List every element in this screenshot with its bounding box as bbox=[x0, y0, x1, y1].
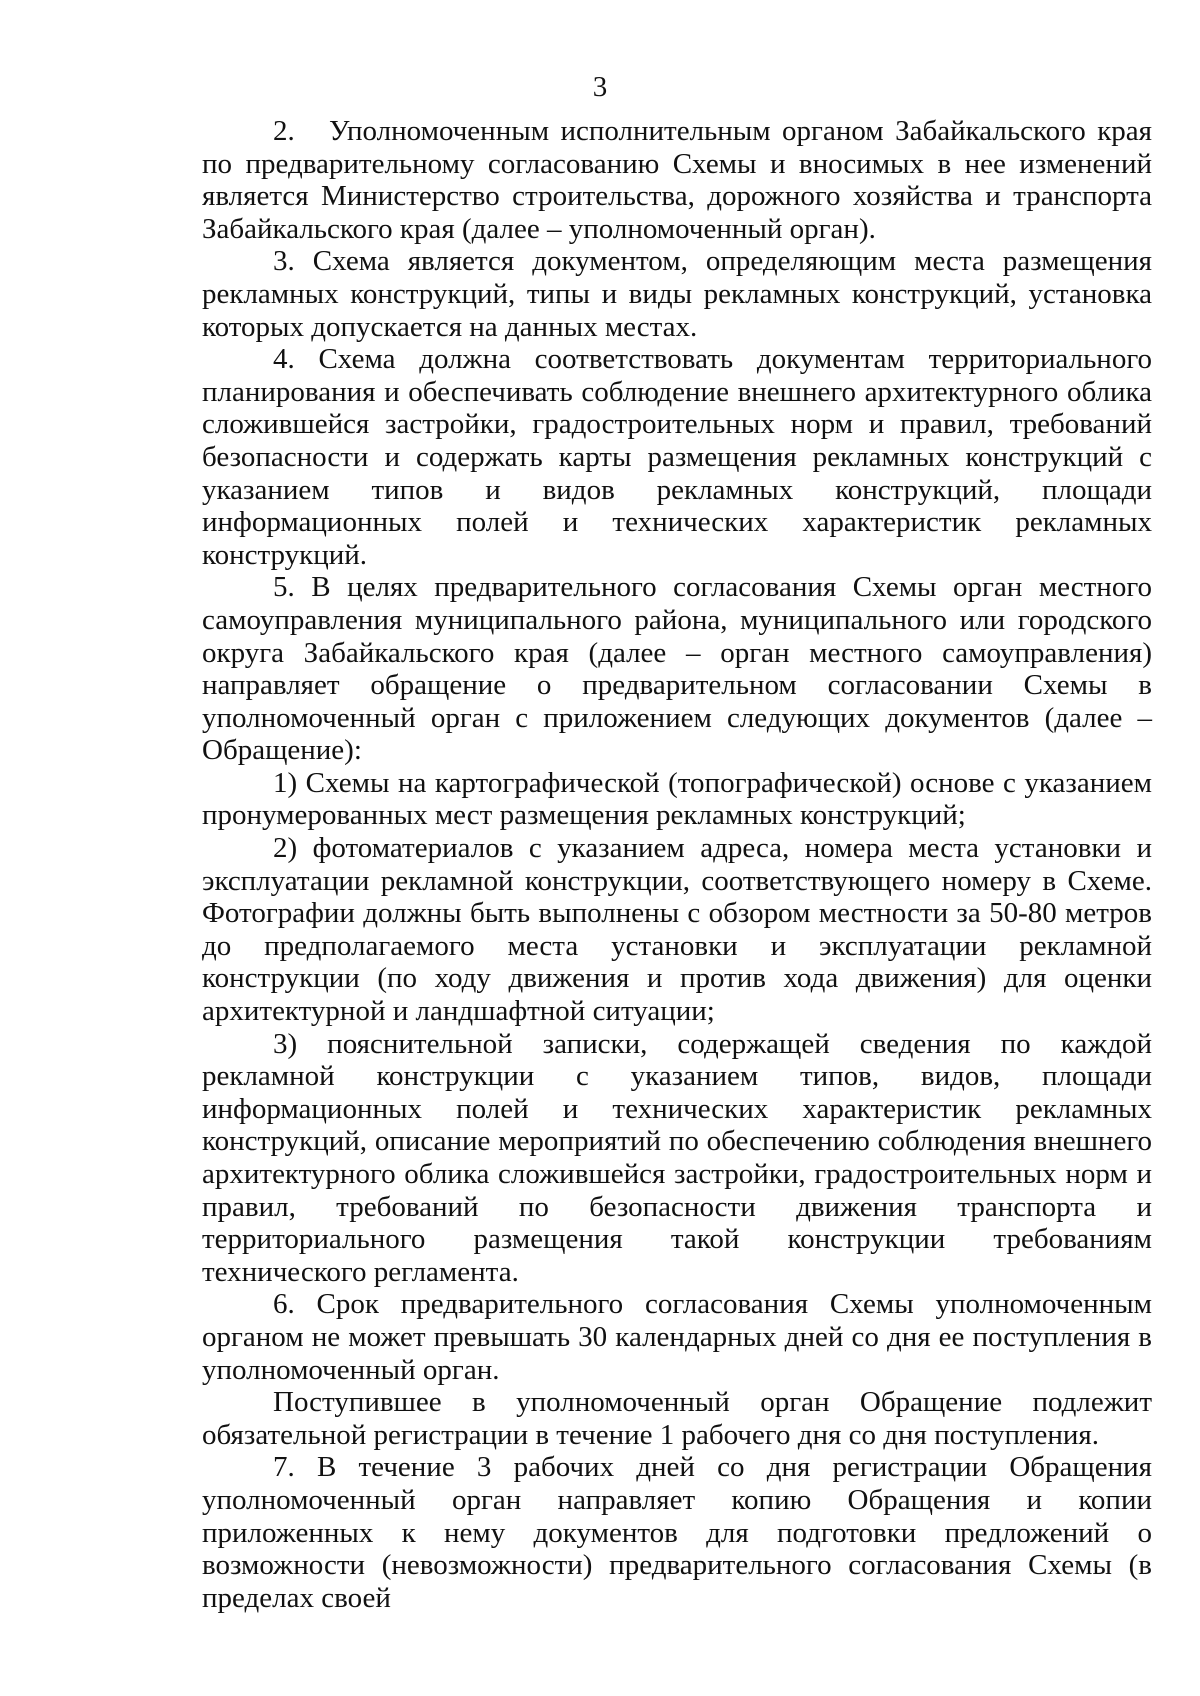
paragraph-4-scheme-requirements: 4. Схема должна соответствовать документам территориального планирования и обеспечивать соблюдение внешнего архитектурного облика сложившейся застройки, градостроительных норм и правил, требований безопасности и содержать карты размещения рекламных конструкций с указанием типов и видов рекламных конструкций, площади информационных полей и технических характеристик рекламных конструкций. bbox=[202, 343, 1152, 571]
paragraph-registration: Поступившее в уполномоченный орган Обращение подлежит обязательной регистрации в течение 1 рабочего дня со дня поступления. bbox=[202, 1386, 1152, 1451]
list-item-3-explanatory-note: 3) пояснительной записки, содержащей сведения по каждой рекламной конструкции с указанием типов, видов, площади информационных полей и технических характеристик рекламных конструкций, описание мероприятий по обеспечению соблюдения внешнего архитектурного облика сложившейся застройки, градостроительных норм и правил, требований по безопасности движения транспорта и территориального размещения такой конструкции требованиям технического регламента. bbox=[202, 1027, 1152, 1288]
paragraph-2-authorized-body: 2. Уполномоченным исполнительным органом Забайкальского края по предварительному согласованию Схемы и вносимых в нее изменений является Министерство строительства, дорожного хозяйства и транспорта Забайкальского края (далее – уполномоченный орган). bbox=[202, 115, 1152, 245]
list-item-2-photo-materials: 2) фотоматериалов с указанием адреса, номера места установки и эксплуатации рекламной конструкции, соответствующего номеру в Схеме. Фотографии должны быть выполнены с обзором местности за 50-80 метров до предполагаемого места установки и эксплуатации рекламной конструкции (по ходу движения и против хода движения) для оценки архитектурной и ландшафтной ситуации; bbox=[202, 832, 1152, 1028]
list-item-1-scheme-maps: 1) Схемы на картографической (топографической) основе с указанием пронумерованных мест размещения рекламных конструкций; bbox=[202, 766, 1152, 832]
paragraph-3-scheme-definition: 3. Схема является документом, определяющим места размещения рекламных конструкций, типы и виды рекламных конструкций, установка которых допускается на данных местах. bbox=[202, 245, 1152, 343]
document-body bbox=[202, 115, 1152, 1614]
paragraph-6-approval-period: 6. Срок предварительного согласования Схемы уполномоченным органом не может превышать 30 календарных дней со дня ее поступления в уполномоченный орган. bbox=[202, 1288, 1152, 1386]
paragraph-7-forwarding-copies: 7. В течение 3 рабочих дней со дня регистрации Обращения уполномоченный орган направляет копию Обращения и копии приложенных к нему документов для подготовки предложений о возможности (невозможности) предварительного согласования Схемы (в пределах своей bbox=[202, 1451, 1152, 1614]
paragraph-5-request-submission: 5. В целях предварительного согласования Схемы орган местного самоуправления муниципального района, муниципального или городского округа Забайкальского края (далее – орган местного самоуправления) направляет обращение о предварительном согласовании Схемы в уполномоченный орган с приложением следующих документов (далее – Обращение): bbox=[202, 571, 1152, 767]
page-number: 3 bbox=[592, 71, 608, 103]
